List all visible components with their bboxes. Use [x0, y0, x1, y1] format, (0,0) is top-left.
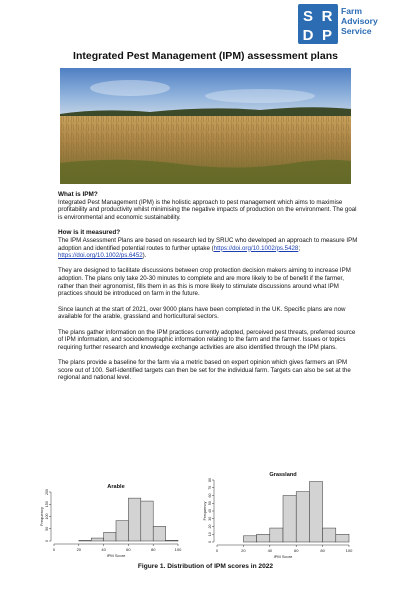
histogram-bar: [257, 534, 270, 542]
x-tick-label: 80: [150, 547, 156, 552]
histogram-bar: [141, 501, 153, 541]
x-tick-label: 40: [267, 548, 273, 553]
banner-photo: [60, 68, 351, 184]
logo-letter: D: [302, 27, 314, 44]
logo-word: Advisory: [341, 15, 378, 26]
x-tick-label: 60: [293, 548, 299, 553]
histogram-bar: [104, 532, 116, 541]
logo-letter: S: [302, 8, 314, 25]
y-axis-label: Frequency: [202, 501, 207, 521]
x-tick-label: 100: [345, 548, 353, 553]
srdp-logo-mark: [298, 4, 338, 44]
x-axis-label: IPM Score: [273, 554, 293, 559]
y-tick-label: 200: [45, 489, 49, 495]
section-heading-how-measured: How is it measured?: [58, 229, 121, 237]
histogram-bar: [296, 492, 309, 542]
histogram-grassland: [203, 466, 361, 564]
y-tick-label: 20: [208, 524, 212, 529]
srdp-logo: [298, 4, 404, 44]
y-tick-label: 70: [208, 485, 212, 490]
histogram-bar: [128, 498, 140, 541]
y-axis-label: Frequency: [39, 507, 44, 526]
x-tick-label: 20: [76, 547, 82, 552]
x-tick-label: 20: [241, 548, 246, 553]
y-tick-label: 100: [45, 513, 49, 520]
y-tick-label: 150: [45, 501, 49, 508]
paragraph-launch: Since launch at the start of 2021, over 9000 plans have been completed in the UK. Specific plans are now available for the arable, grassland and horticultural sectors.: [58, 305, 346, 321]
x-tick-label: 0: [215, 548, 219, 553]
histogram-bar: [91, 538, 103, 541]
paragraph-how-measured: [58, 237, 358, 260]
logo-letter: R: [321, 8, 333, 25]
logo-letter: P: [321, 27, 333, 44]
paragraph-purpose: They are designed to facilitate discussions between crop protection decision makers aiming to increase IPM adoption. The plans only take 20-30 minutes to complete and are more likely to be of benefit if the farmer, rather than their agronomist, fills them in as this is more likely to stimulate discussions around what IPM practices should be introduced on farm in the future.: [58, 267, 351, 298]
how-text-before: The IPM Assessment Plans are based on research led by SRUC who developed an approach to measure IPM adoption and identified potential routes to further uptake (: [58, 236, 358, 252]
histogram-bar: [336, 534, 349, 542]
logo-word: Farm: [341, 6, 363, 16]
x-tick-label: 100: [174, 547, 182, 552]
chart-title: Arable: [107, 484, 125, 490]
chart-title: Grassland: [269, 472, 297, 478]
y-tick-label: 50: [208, 501, 212, 506]
page-title: Integrated Pest Management (IPM) assessment plans: [73, 50, 338, 62]
paragraph-baseline: The plans provide a baseline for the farm via a metric based on expert opinion which gives farmers an IPM score out of 100. Self-identified targets can then be set for the individual farm. Targets can also be set at the regional and national level.: [58, 359, 351, 382]
how-text-after: ).: [142, 252, 147, 260]
section-heading-what-is-ipm: What is IPM?: [58, 191, 98, 198]
x-axis-label: IPM Score: [106, 553, 126, 558]
histogram-bar: [166, 540, 178, 541]
doi-link-5428[interactable]: https://doi.org/10.1002/ps.5428: [213, 244, 299, 252]
y-tick-label: 10: [208, 532, 212, 537]
histogram-bar: [283, 496, 296, 543]
paragraph-what-is-ipm: Integrated Pest Management (IPM) is the holistic approach to pest management which aims to maximise profitability and productivity whilst minimising the negative impacts of production on the environment. The goal is environmental and economic sustainability.: [58, 198, 357, 221]
x-tick-label: 40: [101, 547, 106, 552]
logo-wordmark: [341, 7, 378, 36]
histogram-arable: [28, 478, 186, 562]
y-tick-label: 80: [208, 478, 212, 482]
histogram-bar: [153, 526, 165, 541]
x-tick-label: 80: [320, 548, 325, 553]
y-tick-label: 60: [208, 493, 212, 498]
histogram-bar: [243, 536, 256, 542]
grassland-field-photo-icon: [60, 68, 351, 184]
histogram-bar: [309, 482, 322, 542]
y-tick-label: 0: [208, 541, 212, 543]
x-tick-label: 0: [52, 547, 56, 552]
y-tick-label: 50: [45, 526, 49, 531]
histogram-bar: [116, 521, 128, 541]
figure-caption: Figure 1. Distribution of IPM scores in 2022: [137, 563, 274, 570]
x-tick-label: 60: [126, 547, 131, 552]
link-separator: ;: [298, 244, 301, 252]
paragraph-information: The plans gather information on the IPM practices currently adopted, perceived pest threats, preferred source of IPM information, and sociodemographic information relating to the farm and the farmer. Issues or topics requiring further research and knowledge exchange activities are also identified through the IPM plans.: [58, 328, 356, 351]
y-tick-label: 0: [45, 540, 49, 542]
y-tick-label: 30: [208, 516, 212, 521]
histogram-bar: [270, 528, 283, 542]
y-tick-label: 40: [208, 509, 212, 513]
doi-link-6452[interactable]: https://doi.org/10.1002/ps.6452: [58, 252, 143, 260]
logo-word: Service: [341, 25, 372, 36]
histogram-bar: [323, 528, 336, 542]
article-body: [58, 191, 358, 390]
